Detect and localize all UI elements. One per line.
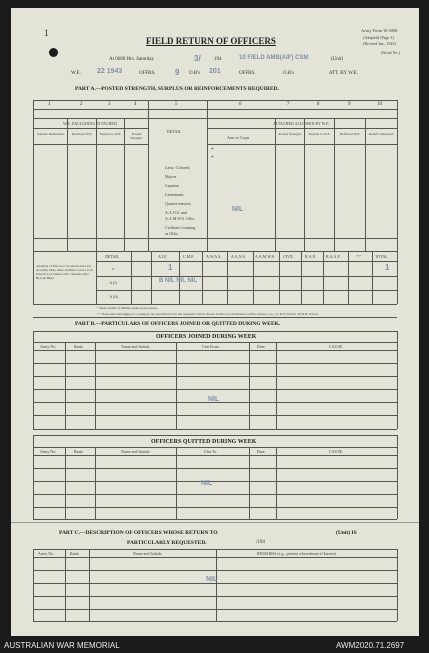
analysis-row-bii: b (ii) [110,294,118,299]
quitted-head-name: Name and Initials. [121,449,151,454]
att-by-we-label: ATT. BY W.E. [329,71,359,76]
joined-head-rank: Rank. [74,344,84,349]
handwritten-unit: 10 FIELD AMB(AIF) CSM [239,55,309,61]
part-c-unit-is: (Unit) IS [336,530,357,536]
part-c-date: /194 [256,540,265,545]
sub-head-surplus: Surplus to W.E. [99,132,122,136]
handwritten-ors: 201 [209,68,221,75]
rank-aamws: A.A.M.W.S. Offrs. [165,216,196,221]
handwritten-day: 3/ [194,54,201,63]
form-adapted: (Adapted) (Page 1) [363,35,394,40]
handwritten-offrs: 9 [175,68,180,77]
handwritten-analysis-a: 1 [168,263,173,272]
attached-allowed: ATTACHED ALLOWED BY W.E. [273,121,330,126]
part-a-heading: PART A.—POSTED STRENGTH, SURPLUS OR REINFORCEMENTS REQUIRED. [75,86,279,92]
footnote-2: * * Personnel belonging to a category not provided for in the analysis will be shown in this col. Particulars will be shown, e.g., 21 R.N. Patrol, 16 R.N. Patrol. [97,312,319,316]
analysis-head-total: TOTAL [375,254,388,259]
c-head-army-no: Army No. [38,551,55,556]
unit-label: (Unit) [331,57,344,62]
joined-head-army-no: Army No. [40,344,57,349]
rank-aans: A.A.N.S. and [165,210,187,215]
sub-head-deficient: Deficient W.E. [71,132,93,136]
analysis-head-ran: R.A.N. [305,254,317,259]
army-form-number: Army Form W.3008 [361,28,398,33]
rank-qm: Quarter-masters [165,201,191,206]
col-number-7: 7 [287,102,290,107]
joined-head-name: Name and Initials. [121,344,151,349]
analysis-head-aif: A.I.F. [158,254,168,259]
handwritten-nil-quitted: NIL [201,480,213,487]
detail-header: DETAIL [167,129,182,134]
sub-head-arm-corps: Arm or Corps. [227,135,251,140]
offrs-label-2: OFFRS. [239,71,256,76]
sub-head-surplus-r: Surplus to W.E. [308,132,331,136]
analysis-head-other: * * [356,254,361,259]
quitted-head-date: Date. [257,449,266,454]
ors-label: O.R's [189,71,201,76]
part-c-heading: PART C.—DESCRIPTION OF OFFICERS WHOSE RETURN TO [59,530,218,536]
field-return-form [11,8,419,636]
col-number-8: 8 [317,102,320,107]
quitted-head-army-no: Army No. [40,449,57,454]
sub-head-remanded: Rela'tie Remanded. [37,132,65,136]
analysis-head-cmf: C.M.F. [183,254,195,259]
quitted-heading: OFFICERS QUITTED DURING WEEK [151,439,257,445]
part-b-heading: PART B.—PARTICULARS OF OFFICERS JOINED OR QUITTED DURING WEEK. [75,321,281,327]
rank-lieutenants: Lieutenants [165,192,184,197]
c-head-name: Name and Initials. [133,551,163,556]
analysis-row-bi: b (i) [110,280,117,285]
handwritten-analysis-total: 1 [385,263,390,272]
offrs-label: OFFRS. [139,71,156,76]
ors-label-2: O.R's [283,71,295,76]
year-label: 194 [214,57,222,62]
col-number-3: 3 [108,102,111,107]
handwritten-we-number: 22 1943 [97,68,123,75]
punch-hole-icon [49,48,58,57]
analysis-row-a: a. [112,266,115,271]
handwritten-nil-joined: NIL [208,396,220,403]
analysis-head-awas: A.W.A.S. [206,254,222,259]
footnote-1: * Insert detail of Militia ranks as necessary. [97,306,158,310]
analysis-head-aamws: A.A.M.W.S. [255,254,275,259]
joined-heading: OFFICERS JOINED DURING WEEK [156,334,257,340]
joined-head-unit: Unit From. [202,344,220,349]
rank-as-offrs: as Offrs. [165,231,179,236]
handwritten-nil-part-a: NIL [232,206,244,213]
sub-head-deficient-r: Deficient W.E. [339,132,361,136]
analysis-head-civil: CIVIL [283,254,294,259]
analysis-head-raaf: R.A.A.F. [326,254,341,259]
handwritten-nil-part-c: NIL [206,576,218,583]
sub-head-posted: Posted Strength. [130,132,143,140]
we-label: W.E. [71,71,81,76]
quitted-head-unit: Unit To. [204,449,218,454]
we-excluding-attached: W.E. EXCLUDING ATTACHED. [63,121,118,126]
col-number-10: 10 [377,102,382,107]
archive-accession: AWM2020.71.2697 [336,641,405,650]
col-number-9: 9 [348,102,351,107]
sub-head-posted-r: Posted Strength. [278,132,302,136]
page-mark: 1 [44,28,49,38]
rank-majors: Majors [165,174,177,179]
archive-footer [0,636,429,653]
rank-civilians: Civilians Counting [165,225,196,230]
form-revised: (Revised Jan., 1943) [363,41,396,46]
quitted-head-rank: Rank. [74,449,84,454]
col-number-4: 4 [134,102,137,107]
c-head-rank: Rank. [70,551,80,556]
quitted-head-cause: CAUSE. [329,449,344,454]
joined-head-date: Date. [257,344,266,349]
asterisk-2: * [211,156,214,161]
archive-name: AUSTRALIAN WAR MEMORIAL [4,641,120,650]
col-number-5: 5 [175,102,178,107]
at-hours-line: At 0600 Hrs. Saturday [109,57,154,62]
part-c-requested: PARTICULARLY REQUESTED. [127,540,207,546]
c-head-remarks: REMARKS (e.g., present whereabouts if known). [257,551,337,556]
rank-lt-col: Lieut.-Colonels [165,165,190,170]
handwritten-analysis-b: B NIL NIL NIL [159,278,198,284]
col-number-1: 1 [48,102,51,107]
sub-head-reinf: Reinf'ts Required. [368,132,395,136]
analysis-head-detail: DETAIL [105,254,120,259]
serial-label: (Serial No.) [381,50,400,55]
col-number-2: 2 [80,102,83,107]
asterisk-1: * [211,148,214,153]
analysis-head-aans: A.A.N.S. [231,254,246,259]
joined-head-cause: CAUSE. [329,344,344,349]
col-number-6: 6 [239,102,242,107]
analysis-note: Analysis of Part A to be shown here for all units; Only units entitled to have it in selection of names will complete Part B(1) & B(ii). [36,264,93,280]
form-title: FIELD RETURN OF OFFICERS [146,36,276,46]
rank-captains: Captains [165,183,179,188]
